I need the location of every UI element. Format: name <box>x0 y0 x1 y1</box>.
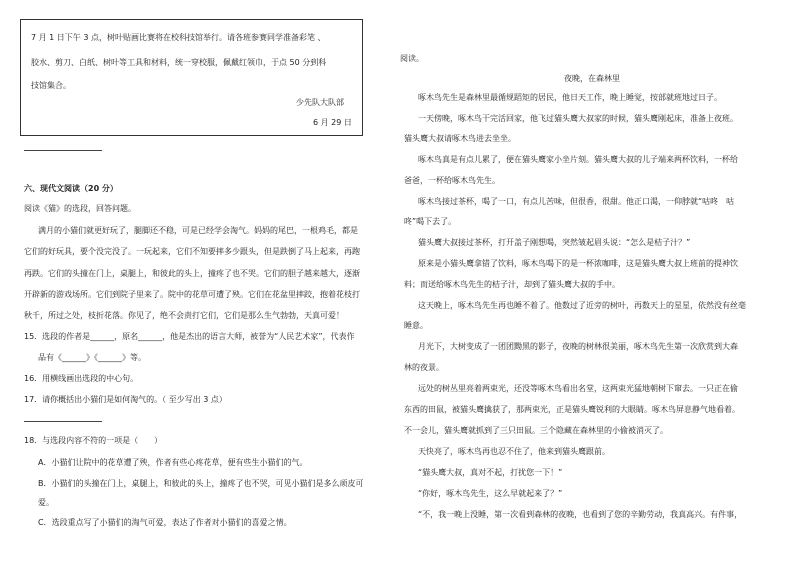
story-line: 不一会儿，猫头鹰就抓到了三只田鼠。三个隐藏在森林里的小偷被消灭了。 <box>404 426 668 435</box>
story-line: 啄木鸟真是有点儿累了，便在猫头鹰家小坐片刻。猫头鹰大叔的儿子端来两杯饮料，一杯给 <box>418 155 738 164</box>
question-18: 18．与选段内容不符的一项是（ ） <box>24 436 163 445</box>
story-line: 这天晚上，啄木鸟先生再也睡不着了。他数过了近旁的树叶，再数天上的星星，依然没有丝毫 <box>418 301 746 310</box>
question-16: 16．用横线画出选段的中心句。 <box>24 374 139 383</box>
question-15-cont: 品有《______》《______》等。 <box>38 353 146 362</box>
passage-line: 再跌。它们的头撞在门上，桌腿上，和彼此的头上，撞疼了也不哭。它们的胆子越来越大，逐渐 <box>24 269 360 278</box>
story-line: 啄木鸟先生是森林里最循规蹈矩的居民，他日天工作，晚上睡觉，按部就班地过日子。 <box>418 93 722 102</box>
story-line: 一天傍晚，啄木鸟干完活回家，他飞过猫头鹰大叔家的时候，猫头鹰刚起床，准备上夜班。 <box>418 114 738 123</box>
passage-line: 满月的小猫们就更好玩了，腿脚还不稳，可是已经学会淘气。妈妈的尾巴，一根鸡毛，都是 <box>38 226 358 235</box>
story-line: 东西的田鼠，被猫头鹰擒获了，那两束光，正是猫头鹰锐利的大眼睛。啄木鸟屏息静气地看着。 <box>404 405 740 414</box>
answer-line <box>24 150 102 151</box>
read-heading: 阅读。 <box>400 54 424 63</box>
story-line: 睡意。 <box>404 321 428 330</box>
option-b: B．小猫们的头撞在门上，桌腿上，和彼此的头上，撞疼了也不哭，可见小猫们是多么顽皮可 <box>38 479 364 488</box>
section-title: 六、现代文阅读（20 分） <box>24 184 118 193</box>
notice-line: 胶水、剪刀、白纸、树叶等工具和材料，统一穿校服，佩戴红领巾，于点 50 分到科 <box>31 58 327 67</box>
story-line: 爸爸，一杯给啄木鸟先生。 <box>404 176 500 185</box>
option-a: A．小猫们让院中的花草遭了殃，作者有些心疼花草，便有些生小猫们的气。 <box>38 458 308 467</box>
passage-line: 开辟新的游戏场所。它们到院子里来了。院中的花草可遭了殃。它们在花盆里摔跤，抱着花枝打 <box>24 290 360 299</box>
notice-line: 7 月 1 日下午 3 点，树叶贴画比赛将在校科技馆举行。请各班参赛同学准备彩笔 、 <box>31 33 326 42</box>
notice-line: 技馆集合。 <box>31 81 71 90</box>
story-line: 料；而送给啄木鸟先生的桔子汁，却到了猫头鹰大叔的手中。 <box>404 280 620 289</box>
story-line: 远处的树丛里亮着两束光，还没等啄木鸟看出名堂，这两束光猛地朝树下窜去。一只正在偷 <box>418 384 738 393</box>
question-17: 17．请你概括出小猫们是如何淘气的。（ 至少写出 3 点） <box>24 395 227 404</box>
story-title: 夜晚，在森林里 <box>564 74 620 83</box>
story-line: 啄木鸟接过茶杯，喝了一口，有点儿苦味，但很香，很甜。他正口渴，一仰脖就“咕咚 咕 <box>418 197 735 206</box>
notice-date: 6 月 29 日 <box>313 118 352 127</box>
story-line: 原来是小猫头鹰拿错了饮料，啄木鸟喝下的是一杯浓咖啡，这是猫头鹰大叔上班前的提神饮 <box>418 259 738 268</box>
story-line: “不，我一晚上没睡，第一次看到森林的夜晚，也看到了您的辛勤劳动，我真高兴。有件事， <box>418 510 743 519</box>
story-line: “猫头鹰大叔，真对不起，打扰您一下！” <box>418 468 563 477</box>
instruction: 阅读《猫》的选段，回答问题。 <box>24 204 136 213</box>
story-line: “你好，啄木鸟先生，这么早就起来了？” <box>418 489 563 498</box>
story-line: 天快亮了，啄木鸟再也忍不住了，他来到猫头鹰跟前。 <box>418 447 610 456</box>
answer-line <box>24 421 102 422</box>
passage-line: 它们的好玩具，要个没完没了。一玩起来，它们不知要摔多少跟头，但是跌倒了马上起来，再跑 <box>24 247 360 256</box>
story-line: 林的夜景。 <box>404 363 444 372</box>
question-15: 15．选段的作者是______，原名______，他是杰出的语言大师，被誉为“人民艺术家”，代表作 <box>24 332 355 341</box>
story-line: 月光下，大树变成了一团团黝黑的影子，夜晚的树林很美丽，啄木鸟先生第一次欣赏到大森 <box>418 342 738 351</box>
story-line: 咚”喝下去了。 <box>404 217 457 226</box>
story-line: 猫头鹰大叔接过茶杯，打开盖子刚想喝，突然皱起眉头说：“怎么是桔子汁？” <box>418 238 691 247</box>
option-b-cont: 爱。 <box>38 498 54 507</box>
option-c: C．选段重点写了小猫们的淘气可爱，表达了作者对小猫们的喜爱之情。 <box>38 518 292 527</box>
story-line: 猫头鹰大叔请啄木鸟进去坐坐。 <box>404 134 516 143</box>
passage-line: 秋千，所过之处，枝折花落。你见了，绝不会责打它们，它们是那么生气勃勃，天真可爱！ <box>24 311 344 320</box>
notice-signature: 少先队大队部 <box>296 98 344 107</box>
